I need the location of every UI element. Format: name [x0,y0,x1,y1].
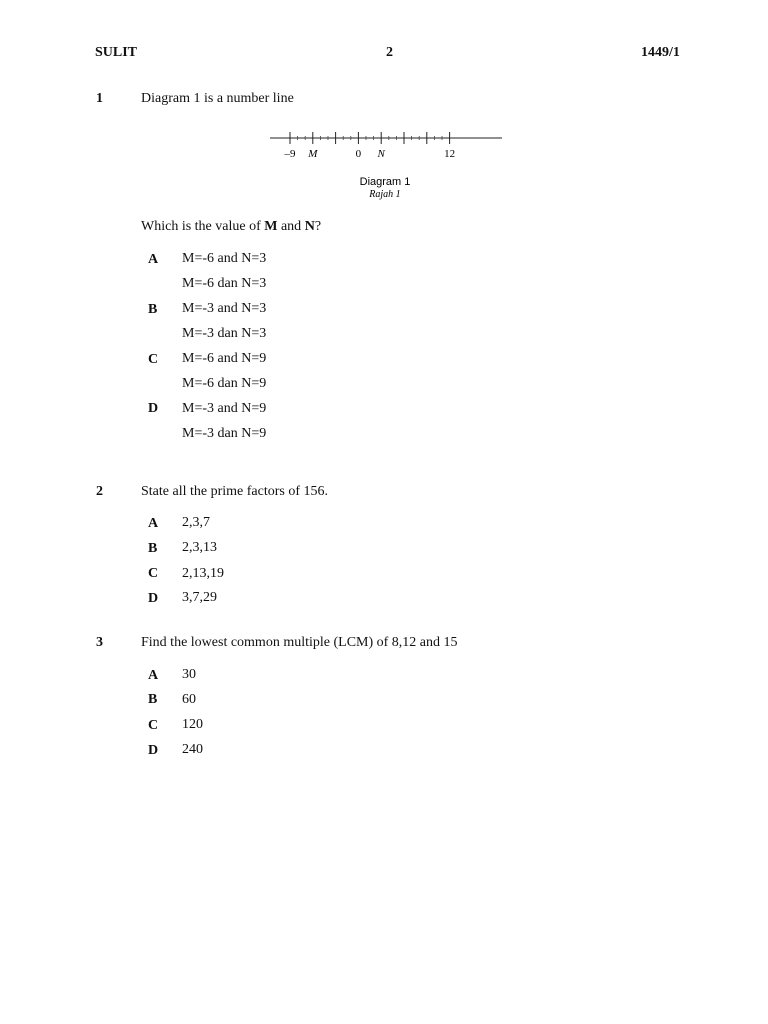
question-1-prompt-post: ? [314,219,322,234]
number-line-label: 12 [444,148,456,160]
number-line-label: –9 [284,148,296,160]
paper-code: 1449/1 [641,45,680,60]
number-line-label: N [377,148,385,160]
q2-option-a-text[interactable]: 2,3,7 [182,515,210,530]
question-1-prompt-pre: Which is the value of [141,219,265,234]
q1-option-a-letter[interactable]: A [148,252,159,267]
q2-option-b-text[interactable]: 2,3,13 [182,540,217,555]
question-1-prompt [141,219,321,235]
q2-option-c-text[interactable]: 2,13,19 [182,566,224,581]
number-line-label: 0 [355,148,362,160]
question-1-intro: Diagram 1 is a number line [141,91,294,106]
question-1-var-n: N [304,219,315,234]
question-1-prompt-and: and [277,219,305,234]
q1-option-b-text-ms: M=-3 dan N=3 [182,326,267,341]
question-3-number: 3 [96,635,103,650]
q3-option-c-letter[interactable]: C [148,718,159,733]
q2-option-a-letter[interactable]: A [148,516,159,531]
page-number: 2 [386,45,393,60]
q1-option-c-text[interactable]: M=-6 and N=9 [182,351,267,366]
q1-option-d-text[interactable]: M=-3 and N=9 [182,401,267,416]
number-line-label: M [308,148,318,160]
q3-option-a-text[interactable]: 30 [182,667,196,682]
number-line-svg [264,127,512,205]
header-left-text: SULIT [95,45,138,60]
number-line-diagram [264,127,512,205]
q1-option-a-text[interactable]: M=-6 and N=3 [182,251,267,266]
question-3-text: Find the lowest common multiple (LCM) of 8,12 and 15 [141,635,458,650]
question-2-text: State all the prime factors of 156. [141,484,328,499]
q3-option-a-letter[interactable]: A [148,668,159,683]
q1-option-c-text-ms: M=-6 dan N=9 [182,376,267,391]
q2-option-d-text[interactable]: 3,7,29 [182,590,217,605]
q1-option-d-letter[interactable]: D [148,401,159,416]
diagram-caption: Diagram 1 [359,176,411,188]
q2-option-b-letter[interactable]: B [148,541,158,556]
question-1-number: 1 [96,91,103,106]
q1-option-d-text-ms: M=-3 dan N=9 [182,426,267,441]
q1-option-b-letter[interactable]: B [148,302,158,317]
q1-option-c-letter[interactable]: C [148,352,159,367]
q3-option-b-letter[interactable]: B [148,692,158,707]
q2-option-d-letter[interactable]: D [148,591,159,606]
question-1-var-m: M [264,219,278,234]
q2-option-c-letter[interactable]: C [148,566,159,581]
diagram-caption-ms: Rajah 1 [369,189,401,200]
q3-option-c-text[interactable]: 120 [182,717,203,732]
q3-option-d-letter[interactable]: D [148,743,159,758]
q3-option-b-text[interactable]: 60 [182,692,196,707]
q1-option-b-text[interactable]: M=-3 and N=3 [182,301,267,316]
question-2-number: 2 [96,484,103,499]
q3-option-d-text[interactable]: 240 [182,742,203,757]
q1-option-a-text-ms: M=-6 dan N=3 [182,276,267,291]
